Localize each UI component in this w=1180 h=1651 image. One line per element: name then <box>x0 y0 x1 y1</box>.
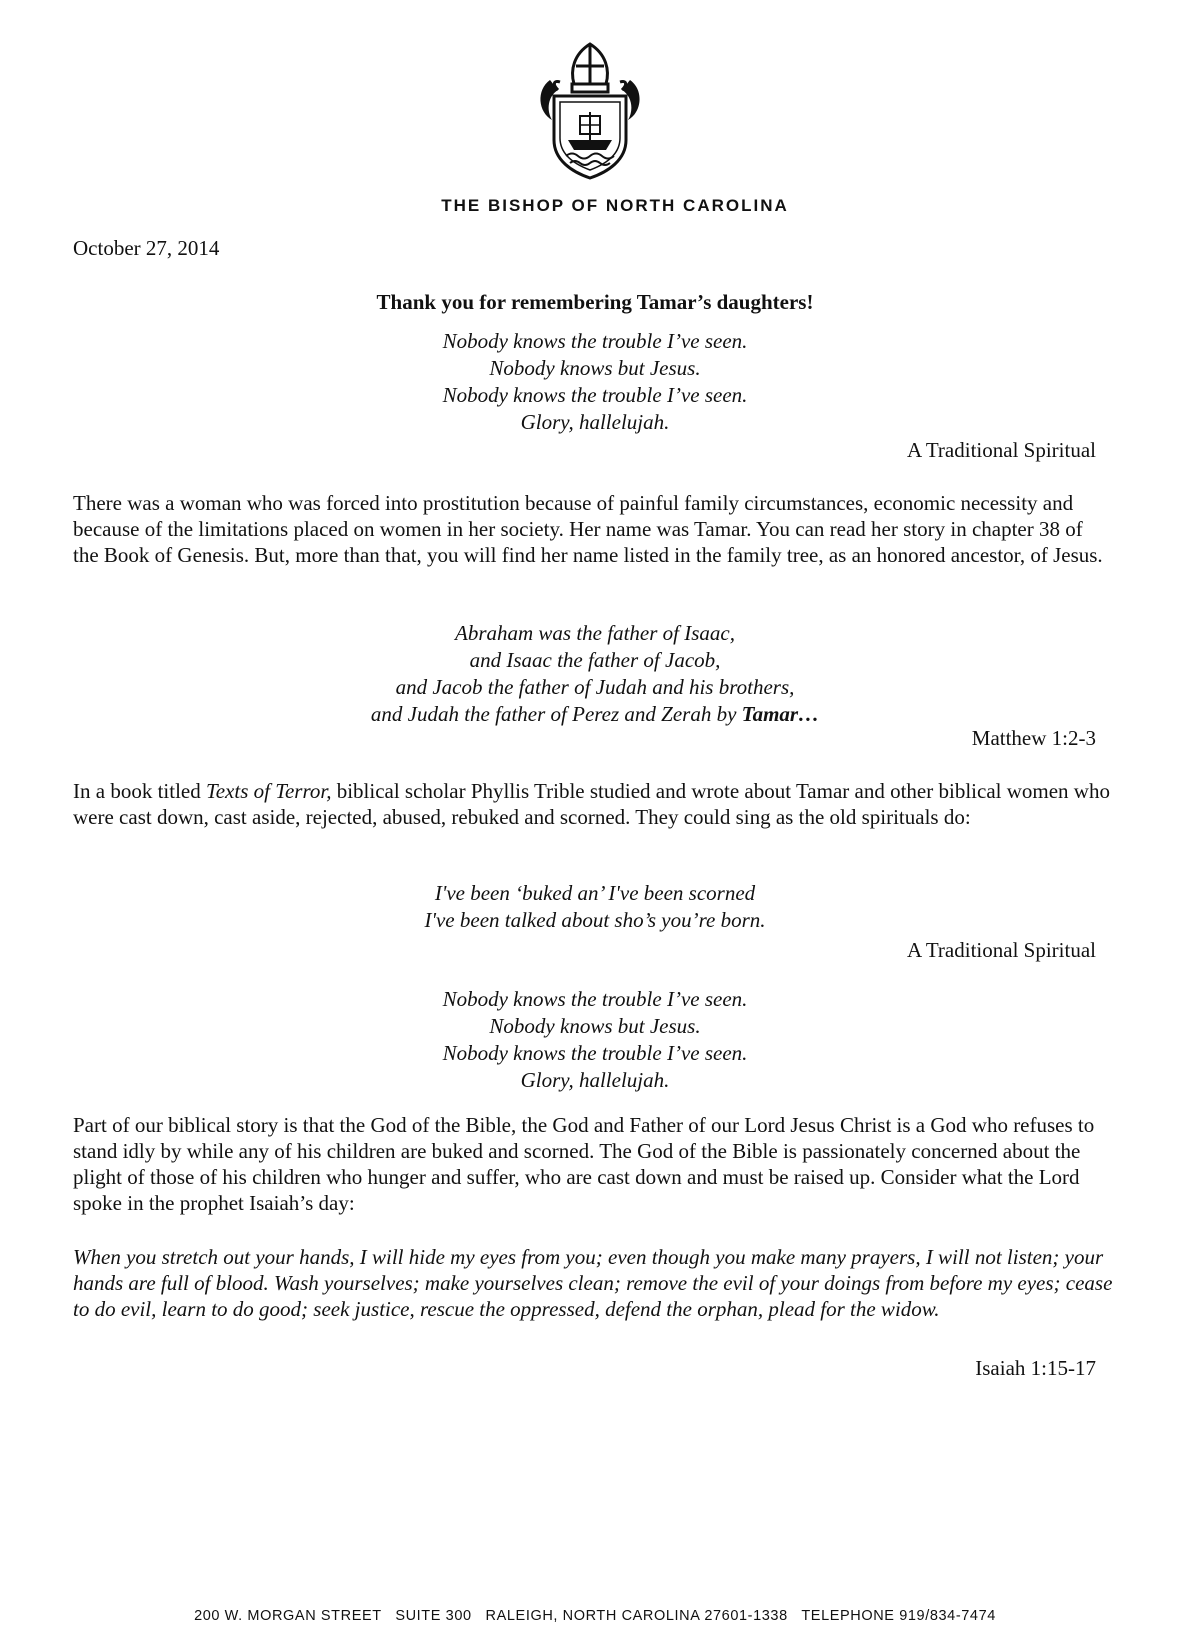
verse-2-attribution: Matthew 1:2-3 <box>971 726 1096 750</box>
verse-line: I've been talked about sho’s you’re born. <box>424 908 766 932</box>
verse-line: Nobody knows the trouble I’ve seen. <box>442 1041 748 1065</box>
paragraph-2-before: In a book titled <box>73 779 206 803</box>
verse-line <box>10 701 1180 728</box>
paragraph-3: Part of our biblical story is that the God of the Bible, the God and Father of our Lord Jesus Christ is a God who refuses to stand idly by while any of his children are buked and scorned. The God of the Bible is passionately concerned about the plight of those of his children who hunger and suffer, who are cast down and must be raised up. Consider what the Lord spoke in the prophet Isaiah’s day: <box>73 1113 1095 1215</box>
letter-heading: Thank you for remembering Tamar’s daughters! <box>376 290 814 314</box>
paragraph-2-after: biblical scholar Phyllis Trible studied and wrote about Tamar and other biblical women who were cast down, cast aside, rejected, abused, rebuked and scorned. They could sing as the old spirituals do: <box>73 779 1110 829</box>
verse-line: and Isaac the father of Jacob, <box>469 648 721 672</box>
tamar-emphasis: Tamar… <box>741 702 820 726</box>
verse-line: Nobody knows but Jesus. <box>489 1014 701 1038</box>
verse-line-prefix: and Judah the father of Perez and Zerah by <box>370 702 742 726</box>
verse-line: Nobody knows the trouble I’ve seen. <box>442 383 748 407</box>
verse-line: Nobody knows the trouble I’ve seen. <box>442 987 748 1011</box>
verse-2 <box>0 620 1180 728</box>
book-title: Texts of Terror, <box>205 779 332 803</box>
letterhead-footer-address: 200 W. MORGAN STREET SUITE 300 RALEIGH, NORTH CAROLINA 27601-1338 TELEPHONE 919/834-7474 <box>194 1608 996 1624</box>
verse-line: Glory, hallelujah. <box>520 410 670 434</box>
verse-line: I've been ‘buked an’ I've been scorned <box>434 881 756 905</box>
paragraph-2 <box>73 778 1113 830</box>
verse-1-attribution: A Traditional Spiritual <box>906 438 1096 462</box>
isaiah-attribution: Isaiah 1:15-17 <box>975 1356 1096 1380</box>
isaiah-quote: When you stretch out your hands, I will hide my eyes from you; even though you make many prayers, I will not listen; your hands are full of blood. Wash yourselves; make yourselves clean; remove the evil of your doings from before my eyes; cease to do evil, learn to do good; seek justice, rescue the oppressed, defend the orphan, plead for the widow. <box>73 1245 1113 1321</box>
letterhead-org-name: THE BISHOP OF NORTH CAROLINA <box>441 196 789 215</box>
verse-line: Abraham was the father of Isaac, <box>455 621 735 645</box>
letter-date: October 27, 2014 <box>73 236 220 260</box>
verse-3-attribution: A Traditional Spiritual <box>906 938 1096 962</box>
verse-4 <box>0 986 1180 1094</box>
paragraph-1: There was a woman who was forced into prostitution because of painful family circumstances, economic necessity and because of the limitations placed on women in her society. Her name was Tamar. You can read her story in chapter 38 of the Book of Genesis. But, more than that, you will find her name listed in the family tree, as an honored ancestor, of Jesus. <box>73 491 1103 567</box>
verse-line: and Jacob the father of Judah and his brothers, <box>395 675 795 699</box>
verse-line: Glory, hallelujah. <box>520 1068 670 1092</box>
verse-3 <box>0 880 1180 934</box>
verse-1 <box>0 328 1180 436</box>
verse-line: Nobody knows but Jesus. <box>489 356 701 380</box>
diocese-crest-icon <box>530 40 650 180</box>
verse-line: Nobody knows the trouble I’ve seen. <box>442 329 748 353</box>
